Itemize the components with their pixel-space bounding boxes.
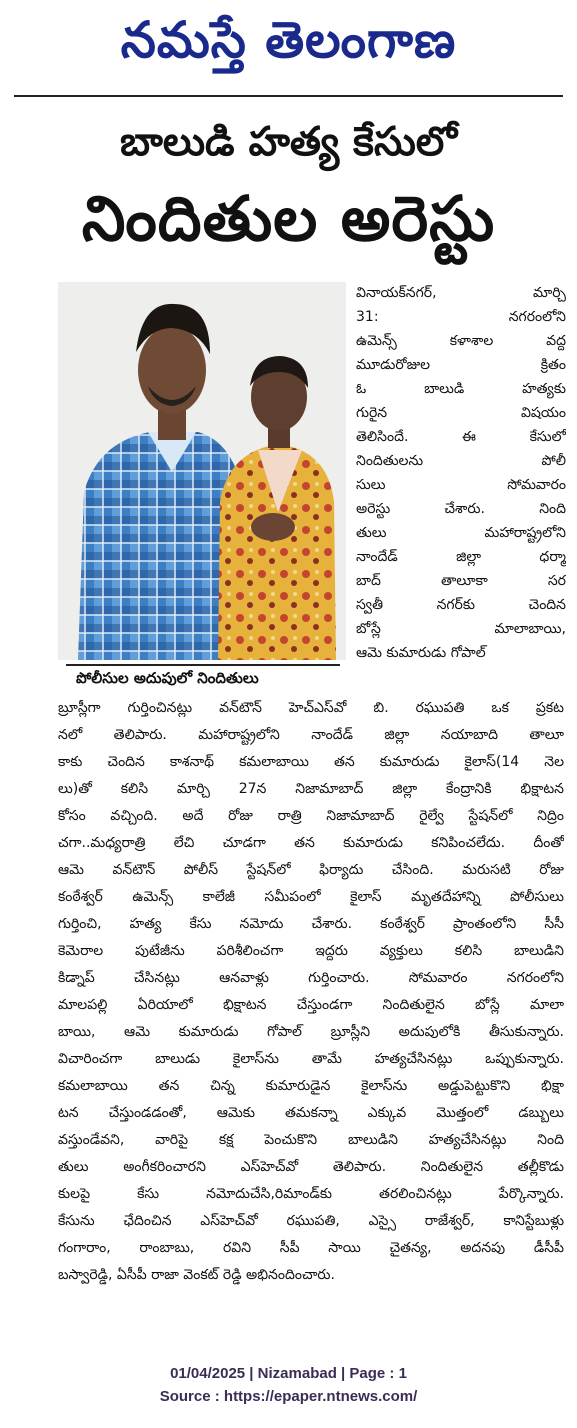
body-line: బాయి, ఆమె కుమారుడు గోపాల్ బ్రూస్లీని అదుపులోకి తీసుకున్నారు. xyxy=(58,1024,564,1040)
column-line: స్వతీ నగర్‌కు చెందిన xyxy=(356,597,566,613)
accused-photo xyxy=(58,282,346,660)
body-line: బస్వారెడ్డి, ఏసీపీ రాజా వెంకట్ రెడ్డి అభినందించారు. xyxy=(58,1267,335,1283)
body-line: చగా..మధ్యరాత్రి లేచి చూడగా తన కుమారుడు కనిపించలేదు. దీంతో xyxy=(58,835,564,851)
column-line: నాందేడ్ జిల్లా ధర్మా xyxy=(356,549,566,565)
column-line: ఉమెన్స్ కళాశాల వద్ద xyxy=(356,333,566,349)
body-line: తులు అంగీకరించారని ఎస్‌హెచ్‌వో తెలిపారు. నిందితులైన తల్లీకొడు xyxy=(58,1159,564,1175)
article-headline: నిందితుల అరెస్టు xyxy=(81,182,496,255)
source-link[interactable]: Source : https://epaper.ntnews.com/ xyxy=(159,1388,418,1405)
body-line: ఆమె వన్‌టౌన్ పోలీస్ స్టేషన్‌లో ఫిర్యాదు చేసింది. మరుసటి రోజు xyxy=(58,862,564,878)
body-line: కమలాబాయి తన చిన్న కుమారుడైన కైలాస్‌ను అడ్డుపెట్టుకొని భిక్షా xyxy=(58,1078,564,1094)
article-kicker: బాలుడి హత్య కేసులో xyxy=(119,119,458,165)
newspaper-title: నమస్తే తెలంగాణ xyxy=(120,10,457,69)
column-line: మూడురోజుల క్రితం xyxy=(356,357,566,373)
masthead xyxy=(0,0,577,92)
column-line: అరెస్టు చేశారు. నింది xyxy=(356,501,566,517)
accused-photo-illustration xyxy=(58,282,346,660)
body-line: వస్తుండేవని, వారిపై కక్ష పెంచుకొని బాలుడిని హత్యచేసినట్లు నింది xyxy=(58,1132,564,1148)
body-line: టన చేస్తుండడంతో, ఆమెకు తమకన్నా ఎక్కువ మొత్తంలో డబ్బులు xyxy=(58,1105,564,1121)
body-line: గంగారాం, రాంబాబు, రవిని సీపీ సాయి చైతన్య, అదనపు డీసీపీ xyxy=(58,1240,564,1256)
body-line: కేసును ఛేదించిన ఎస్‌హెచ్‌వో రఘుపతి, ఎస్సై రాజేశ్వర్, కానిస్టేబుళ్లు xyxy=(58,1213,564,1229)
column-line: సులు సోమవారం xyxy=(356,477,566,493)
column-line: తెలిసిందే. ఈ కేసులో xyxy=(356,429,566,445)
body-line: కోసం వచ్చింది. అదే రోజు రాత్రి నిజామాబాద్ రైల్వే స్టేషన్‌లో నిద్రిం xyxy=(58,808,564,824)
column-line: బాద్ తాలూకా సర xyxy=(356,573,566,589)
column-line: గురైన విషయం xyxy=(356,405,566,421)
body-line: నలో తెలిపారు. మహారాష్ట్రలోని నాందేడ్ జిల్లా నయాబాది తాలూ xyxy=(58,727,564,743)
column-line: నిందితులను పోలీ xyxy=(356,453,566,469)
body-line: కులపై కేసు నమోదుచేసి,రిమాండ్‌కు తరలించినట్లు పేర్కొన్నారు. xyxy=(58,1186,564,1202)
body-line: కంఠేశ్వర్ ఉమెన్స్ కాలేజీ సమీపంలో కైలాస్ మృతదేహాన్ని పోలీసులు xyxy=(58,889,564,905)
column-line: వినాయక్‌నగర్, మార్చి xyxy=(356,285,566,301)
column-line: ఓ బాలుడి హత్యకు xyxy=(356,381,566,397)
body-line: లు)తో కలిసి మార్చి 27న నిజామాబాద్ జిల్లా కేంద్రానికి భిక్షాటన xyxy=(58,781,564,797)
body-line: గుర్తించి, హత్య కేసు నమోదు చేశారు. కంఠేశ్వర్ ప్రాంతంలోని సీసీ xyxy=(58,916,564,932)
top-divider xyxy=(14,95,563,97)
body-line: విచారించగా బాలుడు కైలాస్‌ను తామే హత్యచేసినట్లు ఒప్పుకున్నారు. xyxy=(58,1051,564,1067)
edition-info: 01/04/2025 | Nizamabad | Page : 1 xyxy=(170,1365,407,1382)
column-line: తులు మహారాష్ట్రలోని xyxy=(356,525,566,541)
body-line: కెమెరాల పుటేజీను పరిశీలించగా ఇద్దరు వ్యక్తులు కలిసి బాలుడిని xyxy=(58,943,564,959)
column-line: బోస్లే మాలాబాయి, xyxy=(356,621,566,637)
column-line: 31: నగరంలోని xyxy=(356,309,566,325)
body-line: మాలపల్లి ఏరియాలో భిక్షాటన చేస్తుండగా నిందితులైన బోస్లే మాలా xyxy=(58,997,564,1013)
body-line: కాకు చెందిన కాశనాథ్ కమలాబాయి తన కుమారుడు కైలాస్(14 నెల xyxy=(58,754,564,770)
photo-caption: పోలీసుల అదుపులో నిందితులు xyxy=(66,664,340,692)
column-line: ఆమె కుమారుడు గోపాల్ xyxy=(356,645,486,661)
body-line: బ్రూస్లీగా గుర్తించినట్లు వన్‌టౌన్ హెచ్ఎస్‌వో బి. రఘుపతి ఒక ప్రకట xyxy=(58,700,564,716)
body-line: కిడ్నాప్ చేసినట్లు ఆనవాళ్లు గుర్తించారు. సోమవారం నగరంలోని xyxy=(58,970,564,986)
